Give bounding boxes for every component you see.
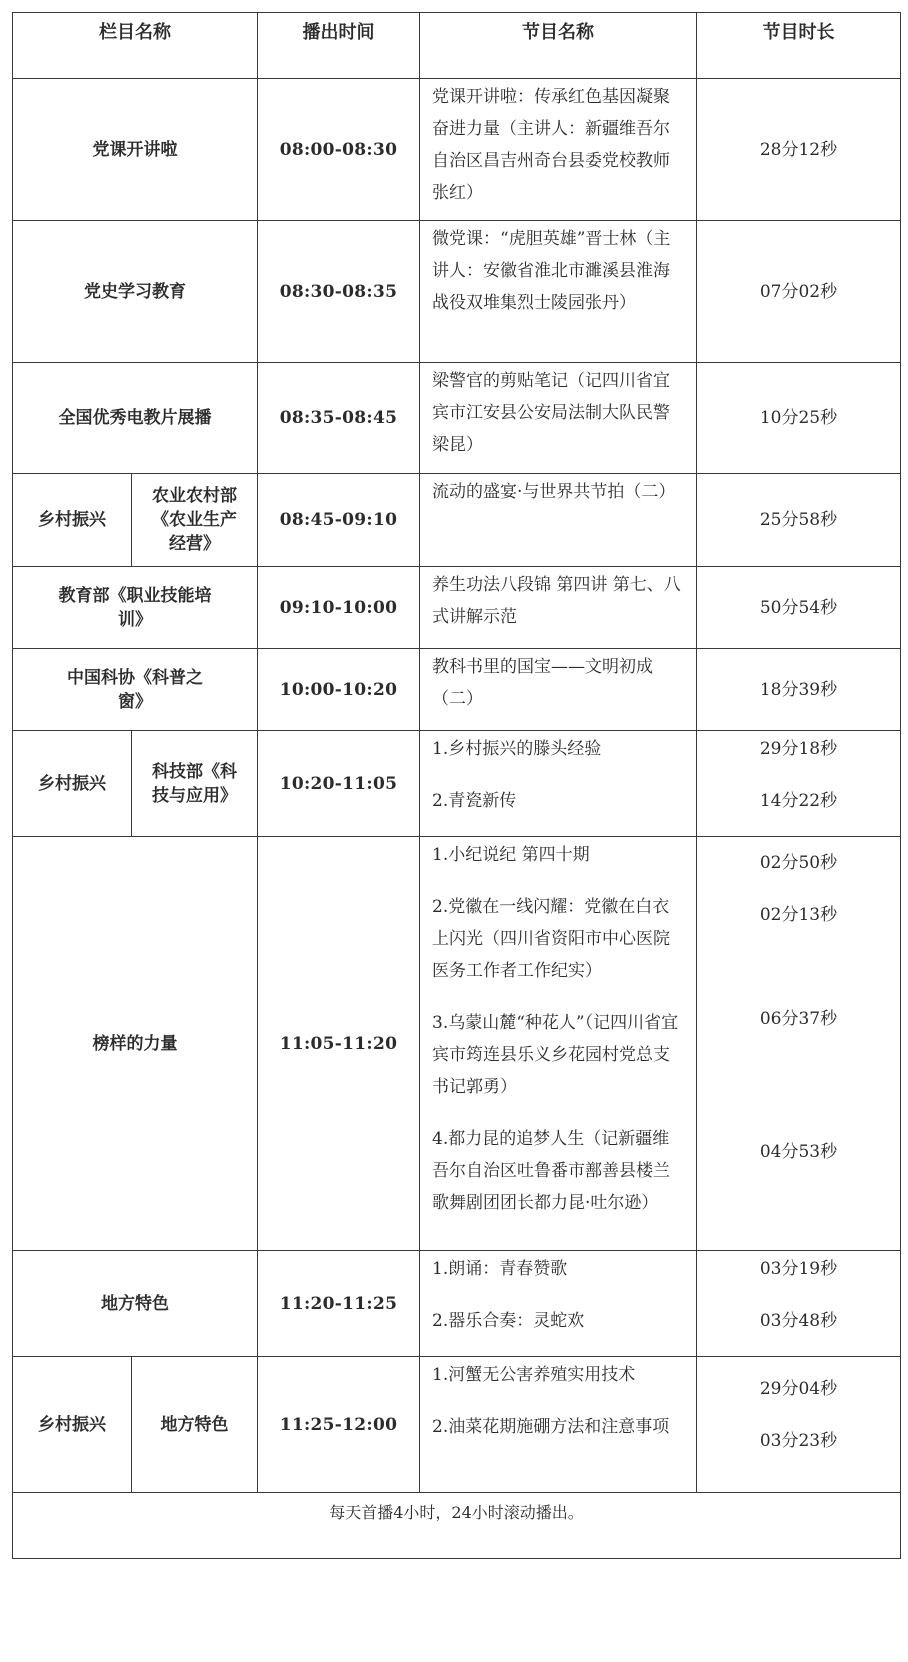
duration-value: 02分13秒 [759, 905, 838, 925]
column-name-cell: 党史学习教育 [13, 221, 258, 363]
item-spacer [697, 1285, 900, 1305]
time-cell: 08:35-08:45 [258, 363, 420, 474]
item-spacer [432, 765, 684, 785]
program-cell [420, 1251, 697, 1357]
footer-note: 每天首播4小时，24小时滚动播出。 [13, 1493, 901, 1559]
header-time: 播出时间 [258, 13, 420, 79]
program-name: 1.河蟹无公害养殖实用技术 [432, 1365, 636, 1385]
table-row [13, 474, 901, 567]
duration-value: 07分02秒 [759, 281, 838, 302]
duration-cell [697, 474, 901, 567]
item-spacer [432, 871, 684, 891]
duration-cell [697, 649, 901, 731]
duration-cell [697, 731, 901, 837]
time-cell: 10:20-11:05 [258, 731, 420, 837]
table-row [13, 1251, 901, 1357]
duration-value: 29分04秒 [759, 1379, 838, 1399]
duration-value: 29分18秒 [759, 739, 838, 759]
program-name: 3.乌蒙山麓“种花人”（记四川省宜宾市筠连县乐义乡花园村党总支书记郭勇） [432, 1013, 679, 1097]
time-cell: 08:30-08:35 [258, 221, 420, 363]
column-name-cell: 中国科协《科普之窗》 [13, 649, 258, 731]
program-name: 1.小纪说纪 第四十期 [432, 845, 590, 865]
subcolumn-name-cell: 农业农村部《农业生产经营》 [132, 474, 258, 567]
duration-cell [697, 567, 901, 649]
duration-cell [697, 1357, 901, 1493]
table-row [13, 837, 901, 1251]
program-cell [420, 79, 697, 221]
duration-value: 03分23秒 [759, 1431, 838, 1451]
program-name: 1.乡村振兴的滕头经验 [432, 739, 602, 759]
time-cell: 09:10-10:00 [258, 567, 420, 649]
column-name-cell: 党课开讲啦 [13, 79, 258, 221]
time-cell: 08:45-09:10 [258, 474, 420, 567]
item-spacer [432, 987, 684, 1007]
time-cell: 08:00-08:30 [258, 79, 420, 221]
program-name: 党课开讲啦：传承红色基因凝聚奋进力量（主讲人：新疆维吾尔自治区昌吉州奇台县委党校教师张红） [432, 87, 670, 203]
time-cell: 10:00-10:20 [258, 649, 420, 731]
program-cell [420, 649, 697, 731]
table-row [13, 731, 901, 837]
duration-value: 14分22秒 [759, 791, 838, 811]
subcolumn-name-cell: 地方特色 [132, 1357, 258, 1493]
program-name: 微党课：“虎胆英雄”晋士林（主讲人：安徽省淮北市濉溪县淮海战役双堆集烈士陵园张丹） [432, 229, 671, 313]
column-name-cell: 乡村振兴 [13, 731, 132, 837]
footer-row [13, 1493, 901, 1559]
duration-cell [697, 837, 901, 1251]
program-cell [420, 567, 697, 649]
duration-cell [697, 221, 901, 363]
duration-value: 10分25秒 [759, 408, 838, 428]
time-cell: 11:05-11:20 [258, 837, 420, 1251]
column-name-cell: 乡村振兴 [13, 474, 132, 567]
program-name: 1.朗诵：青春赞歌 [432, 1259, 568, 1279]
table-row [13, 79, 901, 221]
table-row [13, 221, 901, 363]
subcolumn-name-cell: 科技部《科技与应用》 [132, 731, 258, 837]
duration-value: 04分53秒 [759, 1142, 838, 1162]
program-name: 梁警官的剪贴笔记（记四川省宜宾市江安县公安局法制大队民警梁昆） [432, 371, 670, 455]
header-row [13, 13, 901, 79]
program-name: 教科书里的国宝——文明初成（二） [432, 657, 653, 709]
column-name-cell: 乡村振兴 [13, 1357, 132, 1493]
table-row [13, 567, 901, 649]
column-name-cell: 地方特色 [13, 1251, 258, 1357]
item-spacer [432, 1285, 684, 1305]
duration-value: 50分54秒 [759, 597, 838, 618]
table-row [13, 1357, 901, 1493]
duration-cell [697, 79, 901, 221]
time-cell: 11:20-11:25 [258, 1251, 420, 1357]
column-name-cell: 榜样的力量 [13, 837, 258, 1251]
program-cell [420, 731, 697, 837]
program-name: 4.都力昆的追梦人生（记新疆维吾尔自治区吐鲁番市鄯善县楼兰歌舞剧团团长都力昆·吐尔逊） [432, 1129, 670, 1213]
table-row [13, 363, 901, 474]
time-cell: 11:25-12:00 [258, 1357, 420, 1493]
column-name-cell: 教育部《职业技能培训》 [13, 567, 258, 649]
broadcast-schedule-table [12, 12, 901, 1559]
program-name: 2.青瓷新传 [432, 791, 517, 811]
table-row [13, 649, 901, 731]
program-name: 流动的盛宴·与世界共节拍（二） [432, 482, 676, 502]
duration-cell [697, 1251, 901, 1357]
program-cell [420, 837, 697, 1251]
duration-cell [697, 363, 901, 474]
program-name: 2.油菜花期施硼方法和注意事项 [432, 1417, 670, 1437]
item-spacer [697, 765, 900, 785]
duration-value: 06分37秒 [759, 1009, 838, 1029]
program-name: 2.器乐合奏：灵蛇欢 [432, 1311, 585, 1331]
program-cell [420, 363, 697, 474]
duration-value: 25分58秒 [759, 510, 838, 530]
item-spacer [432, 1391, 684, 1411]
duration-value: 02分50秒 [759, 853, 838, 873]
item-spacer [432, 1103, 684, 1123]
header-program: 节目名称 [420, 13, 697, 79]
item-spacer [697, 1405, 900, 1425]
header-duration: 节目时长 [697, 13, 901, 79]
schedule-document [12, 12, 900, 1654]
duration-value: 03分19秒 [759, 1259, 838, 1279]
duration-value: 03分48秒 [759, 1311, 838, 1331]
header-column-name: 栏目名称 [13, 13, 258, 79]
program-name: 养生功法八段锦 第四讲 第七、八式讲解示范 [432, 575, 681, 627]
column-name-cell: 全国优秀电教片展播 [13, 363, 258, 474]
duration-value: 18分39秒 [759, 679, 838, 700]
program-cell [420, 1357, 697, 1493]
program-cell [420, 221, 697, 363]
duration-value: 28分12秒 [759, 139, 838, 160]
program-cell [420, 474, 697, 567]
program-name: 2.党徽在一线闪耀：党徽在白衣上闪光（四川省资阳市中心医院医务工作者工作纪实） [432, 897, 670, 981]
